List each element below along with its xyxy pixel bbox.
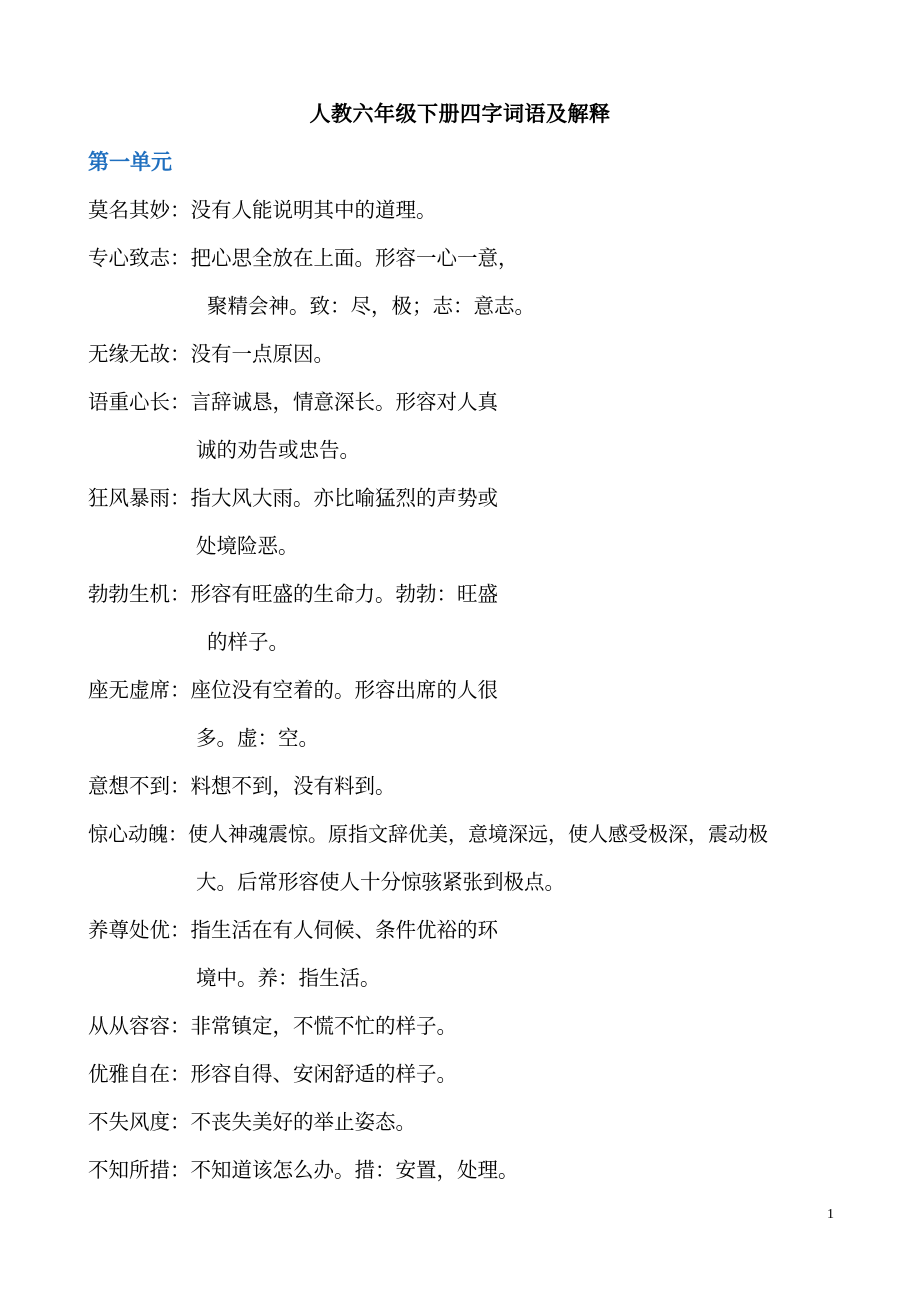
entry-continuation: 处境险恶。	[196, 534, 299, 558]
entry-line: 不知所措：不知道该怎么办。措：安置，处理。	[88, 1158, 519, 1182]
document-title: 人教六年级下册四字词语及解释	[309, 102, 611, 126]
entry-line: 养尊处优：指生活在有人伺候、条件优裕的环	[88, 918, 498, 942]
entry-line: 无缘无故：没有一点原因。	[88, 342, 334, 366]
entry-line: 优雅自在：形容自得、安闲舒适的样子。	[88, 1062, 457, 1086]
entry-continuation: 多。虚：空。	[196, 726, 319, 750]
entry-continuation: 的样子。	[207, 630, 289, 654]
entry-continuation: 诚的劝告或忠告。	[196, 438, 360, 462]
entry-line: 语重心长：言辞诚恳，情意深长。形容对人真	[88, 390, 498, 414]
entry-line: 勃勃生机：形容有旺盛的生命力。勃勃：旺盛	[88, 582, 498, 606]
entry-continuation: 大。后常形容使人十分惊骇紧张到极点。	[196, 870, 565, 894]
entry-continuation: 境中。养：指生活。	[196, 966, 381, 990]
entry-line: 从从容容：非常镇定，不慌不忙的样子。	[88, 1014, 457, 1038]
entry-line: 不失风度：不丧失美好的举止姿态。	[88, 1110, 416, 1134]
entry-continuation: 聚精会神。致：尽，极；志：意志。	[207, 294, 535, 318]
entry-line: 专心致志：把心思全放在上面。形容一心一意，	[88, 246, 519, 270]
entry-line: 座无虚席：座位没有空着的。形容出席的人很	[88, 678, 498, 702]
page-number: 1	[827, 1207, 834, 1222]
entry-line: 惊心动魄：使人神魂震惊。原指文辞优美，意境深远，使人感受极深，震动极	[88, 822, 768, 846]
unit-heading: 第一单元	[88, 150, 172, 174]
entry-line: 莫名其妙：没有人能说明其中的道理。	[88, 198, 437, 222]
entry-line: 狂风暴雨：指大风大雨。亦比喻猛烈的声势或	[88, 486, 498, 510]
entry-line: 意想不到：料想不到，没有料到。	[88, 774, 396, 798]
